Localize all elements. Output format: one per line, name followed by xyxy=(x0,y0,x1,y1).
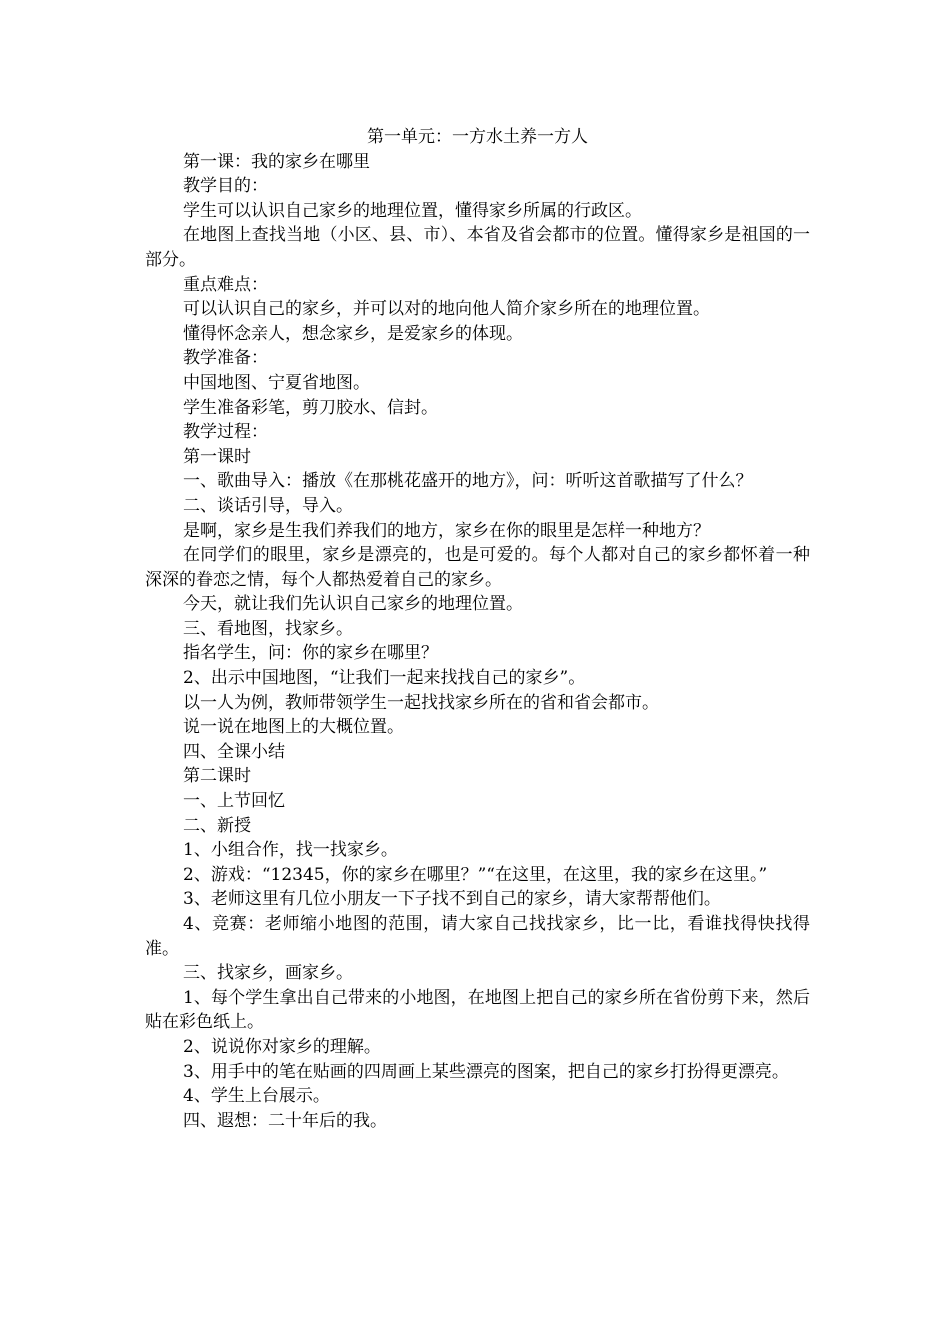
paragraph: 二、谈话引导，导入。 xyxy=(183,495,353,516)
paragraph: 一、上节回忆 xyxy=(183,791,285,812)
section-heading: 教学过程： xyxy=(183,422,268,443)
paragraph: 学生准备彩笔，剪刀胶水、信封。 xyxy=(183,397,438,418)
paragraph: 四、遐想：二十年后的我。 xyxy=(183,1110,387,1131)
paragraph: 学生可以认识自己家乡的地理位置，懂得家乡所属的行政区。 xyxy=(183,200,642,221)
paragraph: 四、全课小结 xyxy=(183,741,285,762)
paragraph: 中国地图、宁夏省地图。 xyxy=(183,372,370,393)
section-heading: 教学准备： xyxy=(183,348,268,369)
paragraph: 是啊，家乡是生我们养我们的地方，家乡在你的眼里是怎样一种地方？ xyxy=(183,520,710,541)
paragraph: 3、老师这里有几位小朋友一下子找不到自己的家乡，请大家帮帮他们。 xyxy=(183,889,721,910)
lesson-title: 第一课：我的家乡在哪里 xyxy=(183,151,370,172)
paragraph: 二、新授 xyxy=(183,815,251,836)
section-heading: 教学目的： xyxy=(183,176,268,197)
paragraph: 以一人为例，教师带领学生一起找找家乡所在的省和省会都市。 xyxy=(183,692,659,713)
paragraph: 在同学们的眼里，家乡是漂亮的，也是可爱的。每个人都对自己的家乡都怀着一种深深的眷恋之情，每个人都热爱着自己的家乡。 xyxy=(145,545,810,590)
paragraph: 2、说说你对家乡的理解。 xyxy=(183,1036,381,1057)
paragraph: 2、出示中国地图，“让我们一起来找找自己的家乡”。 xyxy=(183,668,586,689)
paragraph: 4、竞赛：老师缩小地图的范围，请大家自己找找家乡，比一比，看谁找得快找得准。 xyxy=(145,914,810,959)
paragraph: 4、学生上台展示。 xyxy=(183,1086,330,1107)
paragraph: 1、小组合作，找一找家乡。 xyxy=(183,840,398,861)
paragraph: 一、歌曲导入：播放《在那桃花盛开的地方》，问：听听这首歌描写了什么？ xyxy=(183,471,753,492)
paragraph: 指名学生，问：你的家乡在哪里？ xyxy=(183,643,438,664)
paragraph: 可以认识自己的家乡，并可以对的地向他人简介家乡所在的地理位置。 xyxy=(183,299,710,320)
paragraph: 3、用手中的笔在贴画的四周画上某些漂亮的图案，把自己的家乡打扮得更漂亮。 xyxy=(183,1061,789,1082)
paragraph: 三、找家乡，画家乡。 xyxy=(183,963,353,984)
paragraph: 在地图上查找当地（小区、县、市）、本省及省会都市的位置。懂得家乡是祖国的一部分。 xyxy=(145,225,810,270)
document-title: 第一单元：一方水土养一方人 xyxy=(367,127,588,147)
section-heading: 第一课时 xyxy=(183,446,251,467)
paragraph: 今天，就让我们先认识自己家乡的地理位置。 xyxy=(183,594,523,615)
paragraph: 懂得怀念亲人，想念家乡，是爱家乡的体现。 xyxy=(183,323,523,344)
paragraph: 三、看地图，找家乡。 xyxy=(183,618,353,639)
paragraph: 1、每个学生拿出自己带来的小地图，在地图上把自己的家乡所在省份剪下来，然后贴在彩色纸上。 xyxy=(145,987,810,1033)
paragraph: 说一说在地图上的大概位置。 xyxy=(183,717,404,738)
document-page xyxy=(145,125,810,1133)
section-heading: 重点难点： xyxy=(183,274,268,295)
section-heading: 第二课时 xyxy=(183,766,251,787)
paragraph: 2、游戏：“12345，你的家乡在哪里？”“在这里，在这里，我的家乡在这里。” xyxy=(183,864,768,885)
